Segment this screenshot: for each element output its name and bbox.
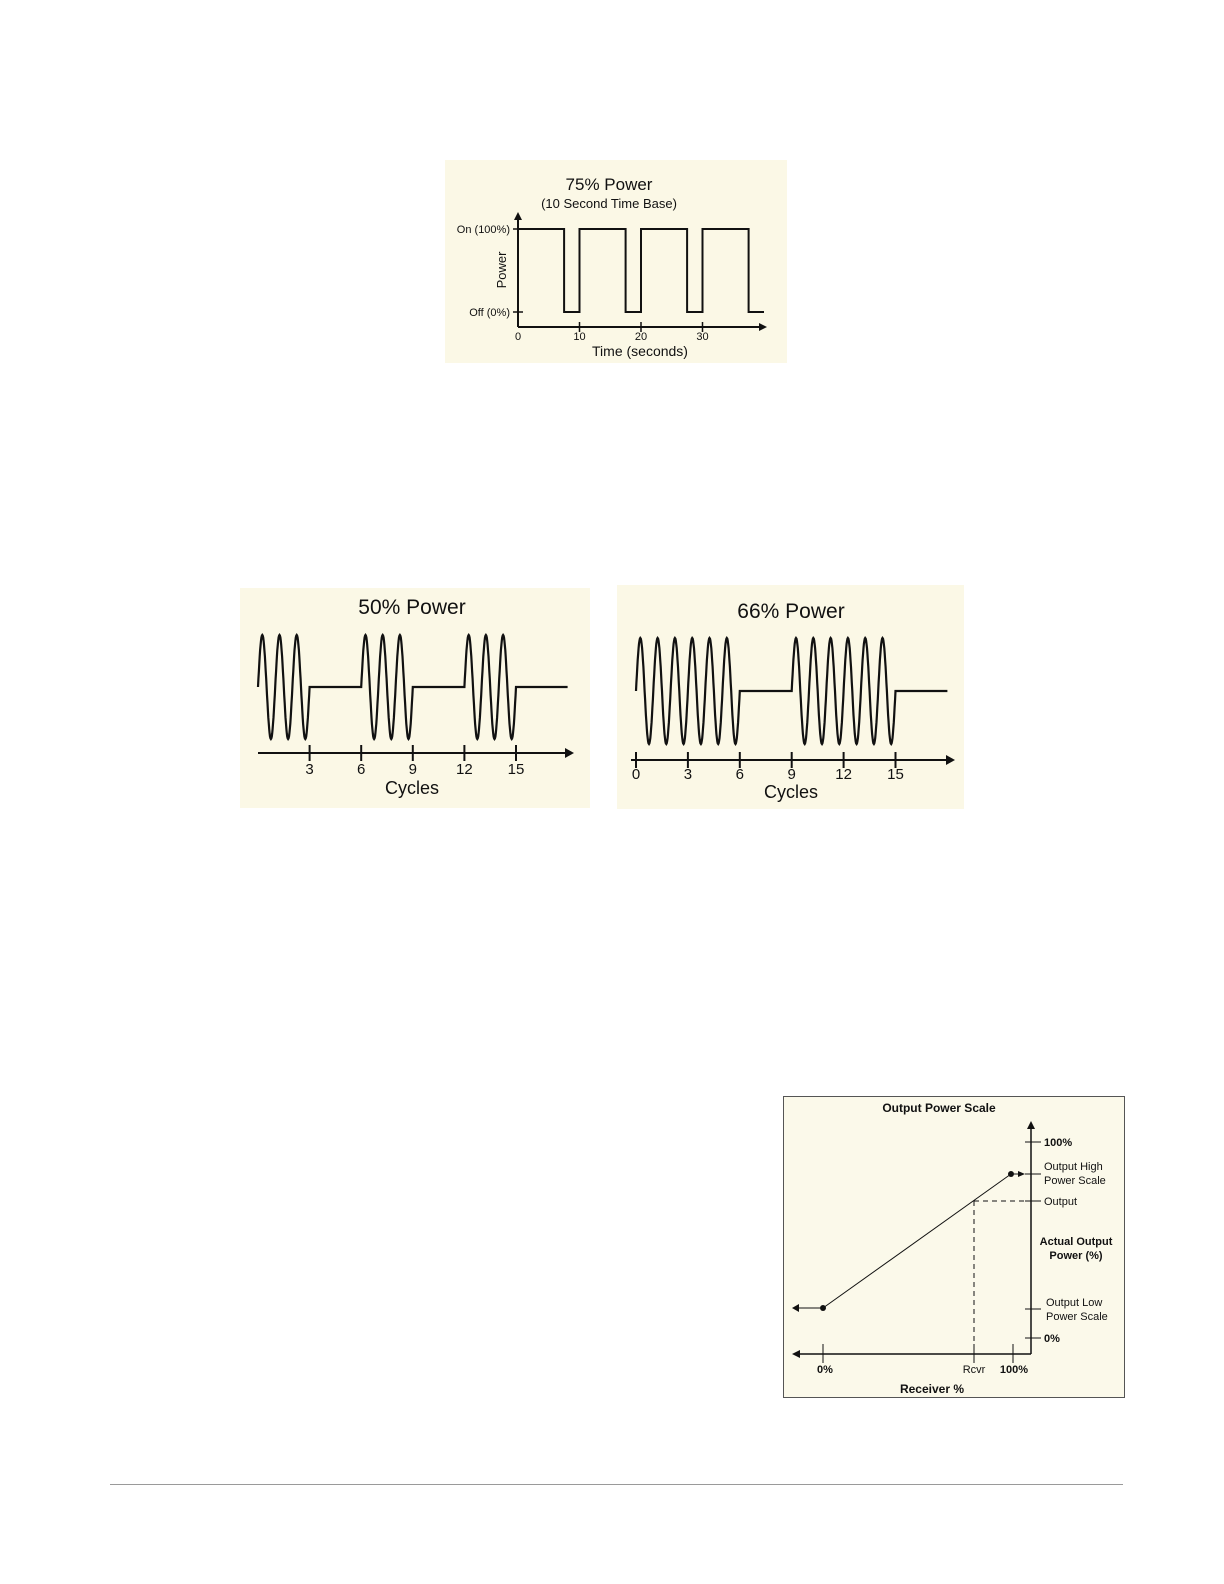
chart-66-power bbox=[617, 585, 964, 809]
y-axis-label: Power bbox=[494, 251, 509, 289]
cycle-waveform bbox=[636, 638, 947, 744]
label-output-high-2: Power Scale bbox=[1044, 1175, 1106, 1187]
high-point bbox=[1008, 1171, 1014, 1177]
x-tick-label: 0% bbox=[817, 1364, 833, 1376]
low-arrow-head bbox=[792, 1304, 799, 1312]
x-tick-label: 15 bbox=[507, 761, 525, 778]
label-100-percent: 100% bbox=[1044, 1137, 1073, 1149]
chart-title: 50% Power bbox=[358, 596, 466, 619]
chart-50-power bbox=[240, 588, 590, 808]
x-tick-label: 20 bbox=[634, 331, 648, 343]
low-point bbox=[820, 1305, 826, 1311]
x-tick-label: 30 bbox=[696, 331, 709, 343]
x-axis-arrow bbox=[946, 755, 955, 765]
chart-title: 75% Power bbox=[565, 175, 653, 194]
chart-title: 66% Power bbox=[737, 600, 845, 623]
chart-66-svg bbox=[617, 585, 964, 809]
axis-title-2: Power (%) bbox=[1049, 1250, 1103, 1262]
x-tick-label: 100% bbox=[999, 1364, 1029, 1376]
x-axis-arrow bbox=[565, 748, 574, 758]
chart-output-power-scale bbox=[783, 1096, 1125, 1398]
label-output-low-2: Power Scale bbox=[1046, 1311, 1108, 1323]
x-tick-label: 12 bbox=[835, 766, 852, 783]
right-axis-arrow bbox=[1027, 1121, 1035, 1129]
x-tick-label: 3 bbox=[305, 761, 314, 778]
chart-title: Output Power Scale bbox=[882, 1101, 996, 1115]
x-axis-label: Receiver % bbox=[899, 1382, 965, 1396]
x-tick-label: 9 bbox=[408, 761, 417, 778]
x-tick-label: 12 bbox=[456, 761, 473, 778]
footer-rule bbox=[110, 1484, 1123, 1485]
y-tick-label: On (100%) bbox=[456, 224, 510, 236]
x-tick-label: 9 bbox=[787, 766, 796, 783]
label-output-high-1: Output High bbox=[1044, 1161, 1103, 1173]
label-output: Output bbox=[1044, 1196, 1078, 1208]
power-waveform bbox=[518, 229, 764, 312]
chart-75-svg bbox=[445, 160, 787, 363]
x-tick-label: 3 bbox=[683, 766, 693, 783]
chart-subtitle: (10 Second Time Base) bbox=[541, 196, 677, 211]
x-tick-label: 15 bbox=[887, 766, 904, 783]
scale-line bbox=[823, 1174, 1011, 1308]
chart-scale-svg bbox=[784, 1097, 1126, 1399]
cycle-waveform bbox=[258, 635, 568, 739]
x-axis-label: Time (seconds) bbox=[592, 343, 688, 359]
x-tick-label: 6 bbox=[735, 766, 744, 783]
high-arrow-head bbox=[1018, 1171, 1025, 1177]
x-axis-arrow bbox=[759, 323, 767, 331]
x-tick-label: 6 bbox=[357, 761, 366, 778]
x-tick-label: 10 bbox=[573, 331, 586, 343]
label-0-percent: 0% bbox=[1044, 1333, 1060, 1345]
chart-50-svg bbox=[240, 588, 590, 808]
label-output-low-1: Output Low bbox=[1046, 1297, 1103, 1309]
x-tick-label: 0 bbox=[631, 766, 641, 783]
x-tick-label: Rcvr bbox=[962, 1364, 986, 1376]
x-axis-label: Cycles bbox=[763, 782, 819, 802]
axis-title-1: Actual Output bbox=[1039, 1236, 1113, 1248]
x-tick-label: 0 bbox=[514, 331, 522, 343]
y-axis-arrow bbox=[514, 212, 522, 220]
x-axis-label: Cycles bbox=[384, 778, 440, 798]
y-tick-label: Off (0%) bbox=[469, 307, 510, 319]
x-axis-arrow bbox=[792, 1350, 800, 1358]
chart-75-power bbox=[445, 160, 787, 363]
